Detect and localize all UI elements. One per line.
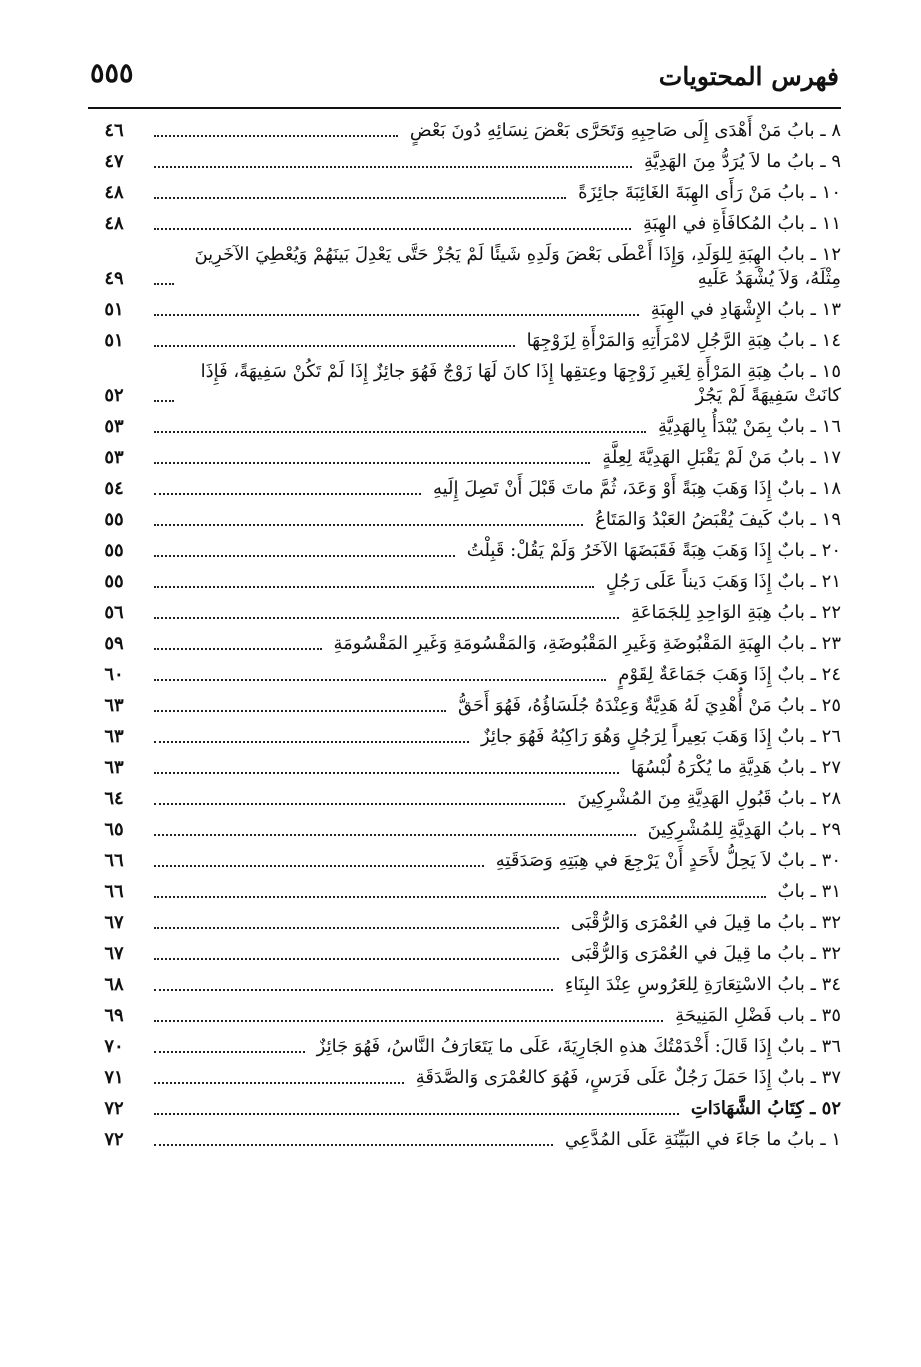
- toc-entry: [84, 1028, 841, 1059]
- toc-entry-title: ٢٥ ـ بابُ مَنْ أُهْدِيَ لَهُ هَدِيَّةٌ وَعِنْدَهُ جُلَسَاؤُهُ، فَهُوَ أَحَقُّ: [457, 695, 841, 716]
- toc-entry-title: ٢٩ ـ بابُ الهَدِيَّةِ لِلمُشْرِكِينَ: [647, 819, 841, 840]
- toc-entry: [84, 966, 841, 997]
- page-number: ٥٥٥: [90, 58, 134, 89]
- toc-entry: [84, 470, 841, 501]
- dot-leader: [154, 197, 566, 199]
- toc-entry: [84, 749, 841, 780]
- toc-entry-title: ٢٠ ـ بابٌ إِذَا وَهَبَ هِبَةً فَقَبَضَهَا الآخَرُ وَلَمْ يَقُلْ: قَبِلْتُ: [466, 540, 841, 561]
- toc-entry: [84, 205, 841, 236]
- toc-entry-page-number: ٥٤: [104, 478, 124, 499]
- toc-entry: [84, 718, 841, 749]
- toc-entry-page-number: ٥٣: [104, 416, 124, 437]
- dot-leader: [154, 431, 646, 433]
- toc-entry-page-number: ٧١: [104, 1067, 124, 1088]
- dot-leader: [154, 896, 766, 898]
- page-title: فهرس المحتويات: [658, 62, 839, 91]
- toc-entry-page-number: ٦٩: [104, 1005, 124, 1026]
- toc-entry-page-number: ٦٥: [104, 819, 124, 840]
- toc-entry: [84, 935, 841, 966]
- toc-entry-page-number: ٦٨: [104, 974, 124, 995]
- toc-entry-title: ٢١ ـ بابٌ إِذَا وَهَبَ دَيناً عَلَى رَجُلٍ: [605, 571, 841, 592]
- dot-leader: [154, 1020, 663, 1022]
- toc-entry-page-number: ٦٤: [104, 788, 124, 809]
- toc-entry-page-number: ٤٨: [104, 182, 124, 203]
- toc-entry: [84, 112, 841, 143]
- toc-entry-page-number: ٦٣: [104, 726, 124, 747]
- dot-leader: [154, 648, 322, 650]
- toc-entry: [84, 236, 841, 291]
- toc-entry: [84, 780, 841, 811]
- toc-entry-page-number: ٤٦: [104, 120, 124, 141]
- toc-entry: [84, 532, 841, 563]
- toc-entry: [84, 353, 841, 408]
- toc-entry: [84, 904, 841, 935]
- toc-entry: [84, 291, 841, 322]
- toc-section-heading: [84, 1090, 841, 1121]
- toc-entry-title: ٣٧ ـ بابٌ إِذَا حَمَلَ رَجُلٌ عَلَى فَرَسٍ، فَهُوَ كالعُمْرَى وَالصَّدَقَةِ: [415, 1067, 841, 1088]
- toc-entry-title: ١٠ ـ بابُ مَنْ رَأَى الهِبَةَ الغَائِبَةَ جائِزَةً: [578, 182, 841, 203]
- toc-entry-title: ١٢ ـ بابُ الهِبَةِ لِلوَلَدِ، وَإِذَا أَعْطَى بَعْضَ وَلَدِهِ شَيئًا لَمْ يَجُزْ حَتَّى يَعْدِلَ بَينَهُمْ وَيُعْطِيَ الآخَرِينَ مِثْلَهُ، وَلاَ يُشْهَدُ عَلَيهِ: [194, 244, 841, 289]
- header-divider: [88, 107, 841, 109]
- toc-entry-page-number: ٦٧: [104, 943, 124, 964]
- toc-entry-page-number: ٦٠: [104, 664, 124, 685]
- toc-entry-title: ١٤ ـ بابُ هِبَةِ الرَّجُلِ لامْرَأَتِهِ وَالمَرْأَةِ لِزَوْجِهَا: [526, 330, 841, 351]
- toc-entry-title: ٢٦ ـ بابٌ إِذَا وَهَبَ بَعِيراً لِرَجُلٍ وَهُوَ رَاكِبُهُ فَهُوَ جائِزٌ: [481, 726, 841, 747]
- dot-leader: [154, 555, 455, 557]
- toc-entry-title: ٨ ـ بابُ مَنْ أَهْدَى إِلَى صَاحِبِهِ وَتَحَرَّى بَعْضَ نِسَائِهِ دُونَ بَعْضٍ: [409, 120, 841, 141]
- dot-leader: [154, 927, 559, 929]
- toc-entry: [84, 322, 841, 353]
- toc-entry: [84, 143, 841, 174]
- toc-entry-page-number: ٤٩: [104, 268, 124, 289]
- toc-entry: [84, 408, 841, 439]
- toc-entry-title: ٩ ـ بابُ ما لاَ يُرَدُّ مِنَ الهَدِيَّةِ: [643, 151, 841, 172]
- dot-leader: [154, 958, 559, 960]
- toc-entry-title: ٢٣ ـ بابُ الهِبَةِ المَقْبُوضَةِ وَغَيرِ المَقْبُوضَةِ، وَالمَقْسُومَةِ وَغَيرِ المَقْسُومَةِ: [333, 633, 841, 654]
- dot-leader: [154, 283, 174, 285]
- toc-entry-title: ٣١ ـ بابٌ: [777, 881, 841, 902]
- dot-leader: [154, 400, 174, 402]
- toc-entry-title: ٣٢ ـ بابُ ما قِيلَ في العُمْرَى وَالرُّقْبَى: [570, 912, 841, 933]
- toc-entry-page-number: ٦٣: [104, 757, 124, 778]
- toc-entry: [84, 1059, 841, 1090]
- dot-leader: [154, 493, 421, 495]
- toc-entry-page-number: ٥٥: [104, 540, 124, 561]
- toc-entry-title: ٢٧ ـ بابُ هَدِيَّةِ ما يُكْرَهُ لُبْسُهَا: [630, 757, 841, 778]
- toc-entry: [84, 563, 841, 594]
- dot-leader: [154, 462, 590, 464]
- toc-entry-title: ١٧ ـ بابُ مَنْ لَمْ يَقْبَلِ الهَدِيَّةَ لِعِلَّةٍ: [602, 447, 841, 468]
- toc-entry-title: ١٨ ـ بابٌ إِذَا وَهَبَ هِبَةً أَوْ وَعَدَ، ثُمَّ ماتَ قَبْلَ أَنْ تَصِلَ إِلَيهِ: [432, 478, 841, 499]
- toc-entry: [84, 997, 841, 1028]
- dot-leader: [154, 989, 553, 991]
- toc-entry-page-number: ٤٨: [104, 213, 124, 234]
- toc-entry: [84, 174, 841, 205]
- toc-entry-page-number: ٧٠: [104, 1036, 124, 1057]
- dot-leader: [154, 803, 565, 805]
- dot-leader: [154, 586, 594, 588]
- toc-entry-title: ١١ ـ بابُ المُكافَأَةِ في الهِبَةِ: [643, 213, 841, 234]
- dot-leader: [154, 1051, 305, 1053]
- dot-leader: [154, 865, 484, 867]
- toc-entry-page-number: ٥٩: [104, 633, 124, 654]
- toc-entry-title: ٣٦ ـ بابٌ إِذَا قَالَ: أَخْدَمْتُكَ هذهِ الجَارِيَةَ، عَلَى ما يَتَعَارَفُ النَّاسُ، فَهُوَ جَائِزٌ: [316, 1036, 841, 1057]
- toc-entry: [84, 1121, 841, 1152]
- dot-leader: [154, 679, 606, 681]
- dot-leader: [154, 166, 632, 168]
- toc-entry-page-number: ٦٣: [104, 695, 124, 716]
- dot-leader: [154, 1144, 553, 1146]
- toc-entry-title: ١٥ ـ بابُ هِبَةِ المَرْأَةِ لِغَيرِ زَوْجِهَا وعِتقِها إِذَا كانَ لَهَا زَوْجٌ فَهُوَ جائِزٌ إِذَا لَمْ تَكُنْ سَفِيهَةً، فَإِذَا كانَتْ سَفِيهَةً لَمْ يَجُزْ: [200, 361, 841, 406]
- toc-entry-title: ٣٤ ـ بابُ الاسْتِعَارَةِ لِلعَرُوسِ عِنْدَ البِنَاءِ: [564, 974, 841, 995]
- dot-leader: [154, 772, 619, 774]
- toc-entry-title: ٢٤ ـ بابٌ إِذَا وَهَبَ جَمَاعَةٌ لِقَوْمٍ: [618, 664, 841, 685]
- toc-entry-title: ٣٢ ـ بابُ ما قِيلَ في العُمْرَى وَالرُّقْبَى: [570, 943, 841, 964]
- toc-entry-title: ٣٠ ـ بابٌ لاَ يَحِلُّ لأَحَدٍ أَنْ يَرْجِعَ في هِبَتِهِ وَصَدَقَتِهِ: [495, 850, 841, 871]
- dot-leader: [154, 135, 398, 137]
- dot-leader: [154, 524, 583, 526]
- toc-entry-title: ١ ـ بابُ ما جَاءَ في البَيِّنَةِ عَلَى المُدَّعِي: [564, 1129, 841, 1150]
- toc-entry: [84, 625, 841, 656]
- toc-entry-page-number: ٤٧: [104, 151, 124, 172]
- toc-entry-title: ٣٥ ـ باب فَضْلِ المَنِيحَةِ: [675, 1005, 841, 1026]
- dot-leader: [154, 617, 619, 619]
- toc-entry: [84, 439, 841, 470]
- toc-entry: [84, 656, 841, 687]
- toc-entry: [84, 873, 841, 904]
- toc-entry-title: ٥٢ ـ كِتَابُ الشَّهَادَاتِ: [690, 1098, 841, 1119]
- toc-entry: [84, 842, 841, 873]
- dot-leader: [154, 1082, 404, 1084]
- dot-leader: [154, 741, 469, 743]
- toc-entry-title: ١٦ ـ بابٌ بِمَنْ يُبْدَأُ بِالهَدِيَّةِ: [657, 416, 841, 437]
- dot-leader: [154, 228, 631, 230]
- toc-entry-page-number: ٦٦: [104, 881, 124, 902]
- dot-leader: [154, 314, 639, 316]
- dot-leader: [154, 1113, 679, 1115]
- toc-entry: [84, 687, 841, 718]
- dot-leader: [154, 345, 515, 347]
- dot-leader: [154, 710, 446, 712]
- toc-entry-title: ٢٨ ـ بابُ قَبُولِ الهَدِيَّةِ مِنَ المُشْرِكِينَ: [577, 788, 841, 809]
- toc-entry-title: ١٩ ـ بابٌ كَيفَ يُقْبَضُ العَبْدُ وَالمَتَاعُ: [595, 509, 841, 530]
- toc-entry-page-number: ٥٦: [104, 602, 124, 623]
- dot-leader: [154, 834, 636, 836]
- toc-entry-page-number: ٥٢: [104, 385, 124, 406]
- toc-entry-page-number: ٥٥: [104, 509, 124, 530]
- toc-entry-title: ٢٢ ـ بابُ هِبَةِ الوَاحِدِ لِلجَمَاعَةِ: [631, 602, 841, 623]
- toc-entry-page-number: ٥٣: [104, 447, 124, 468]
- toc-entry: [84, 811, 841, 842]
- toc-entry-page-number: ٧٢: [104, 1098, 124, 1119]
- toc-entry-page-number: ٥١: [104, 330, 124, 351]
- toc-entry-page-number: ٥٥: [104, 571, 124, 592]
- toc-entry: [84, 501, 841, 532]
- toc-entry-page-number: ٦٦: [104, 850, 124, 871]
- toc-entry: [84, 594, 841, 625]
- toc-entry-title: ١٣ ـ بابُ الإِشْهَادِ في الهِبَةِ: [650, 299, 841, 320]
- table-of-contents: [84, 112, 841, 1152]
- toc-entry-page-number: ٥١: [104, 299, 124, 320]
- toc-entry-page-number: ٧٢: [104, 1129, 124, 1150]
- toc-entry-page-number: ٦٧: [104, 912, 124, 933]
